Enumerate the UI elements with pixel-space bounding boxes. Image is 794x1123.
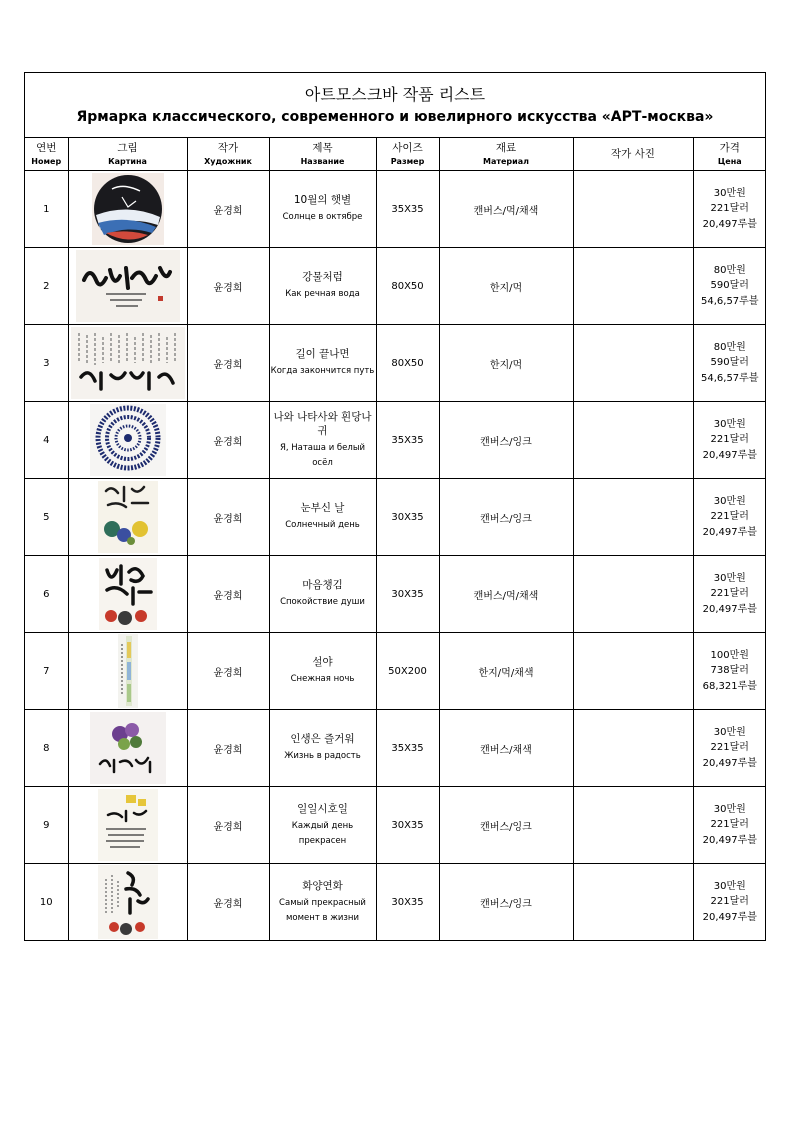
artist-name: 윤경희 [187,325,269,402]
artwork-size: 80X50 [376,248,439,325]
artwork-thumbnail [118,634,138,708]
artwork-thumbnail [92,173,164,245]
artwork-material: 캔버스/먹/채색 [439,171,573,248]
table-row [25,479,766,556]
artwork-material: 한지/먹 [439,325,573,402]
row-number: 1 [25,171,68,248]
artwork-title: 10월의 햇별 Солнце в октябре [269,171,376,248]
column-header-price: 가격 Цена [693,138,766,171]
column-header-artist: 작가 Художник [187,138,269,171]
document-subtitle: Ярмарка классического, современного и ювелирного искусства «АРТ-москва» [76,109,714,125]
artwork-price: 30만원 221달러 20,497루블 [693,556,766,633]
artwork-size: 35X35 [376,402,439,479]
artwork-material: 캔버스/잉크 [439,787,573,864]
row-number: 9 [25,787,68,864]
row-number: 4 [25,402,68,479]
artwork-title: 마음챙김 Спокойствие души [269,556,376,633]
table-row [25,633,766,710]
artist-name: 윤경희 [187,556,269,633]
table-row [25,787,766,864]
artist-photo-cell [573,479,693,556]
table-row [25,710,766,787]
artist-photo-cell [573,556,693,633]
artist-photo-cell [573,325,693,402]
artwork-list-sheet [24,72,766,941]
artist-photo-cell [573,248,693,325]
artist-name: 윤경희 [187,787,269,864]
artwork-price: 30만원 221달러 20,497루블 [693,710,766,787]
table-row [25,864,766,941]
artwork-price: 80만원 590달러 54,6,57루블 [693,325,766,402]
artwork-title: 화양연화 Самый прекрасный момент в жизни [269,864,376,941]
artist-name: 윤경희 [187,479,269,556]
row-number: 3 [25,325,68,402]
row-number: 5 [25,479,68,556]
artwork-thumbnail [98,789,158,861]
table-row [25,556,766,633]
column-header-artist-photo: 작가 사진 [573,138,693,171]
artwork-material: 캔버스/잉크 [439,402,573,479]
artwork-thumbnail [76,250,180,322]
artwork-thumbnail [98,865,158,939]
row-number: 7 [25,633,68,710]
artwork-price: 80만원 590달러 54,6,57루블 [693,248,766,325]
artist-name: 윤경희 [187,248,269,325]
artwork-thumbnail [99,558,157,630]
artwork-price: 30만원 221달러 20,497루블 [693,864,766,941]
artist-photo-cell [573,633,693,710]
table-row [25,248,766,325]
table-row [25,402,766,479]
artwork-thumbnail [90,712,166,784]
artwork-size: 30X35 [376,787,439,864]
artwork-title: 인생은 즐거워 Жизнь в радость [269,710,376,787]
artist-name: 윤경희 [187,710,269,787]
artwork-price: 30만원 221달러 20,497루블 [693,787,766,864]
artwork-thumbnail [98,481,158,553]
column-header-picture: 그림 Картина [68,138,187,171]
artwork-price: 30만원 221달러 20,497루블 [693,479,766,556]
artwork-material: 캔버스/채색 [439,710,573,787]
document-header [25,73,765,138]
artist-photo-cell [573,710,693,787]
artwork-title: 강물처럼 Как речная вода [269,248,376,325]
column-header-material: 재료 Материал [439,138,573,171]
artwork-size: 30X35 [376,556,439,633]
artwork-material: 캔버스/잉크 [439,864,573,941]
artist-name: 윤경희 [187,864,269,941]
artwork-title: 일일시호일 Каждый день прекрасен [269,787,376,864]
artwork-thumbnail [71,327,185,399]
artwork-size: 30X35 [376,479,439,556]
artwork-size: 50X200 [376,633,439,710]
artwork-size: 35X35 [376,171,439,248]
row-number: 2 [25,248,68,325]
column-header-number: 연번 Номер [25,138,68,171]
artwork-title: 나와 나타사와 흰당나귀 Я, Наташа и белый осёл [269,402,376,479]
artist-photo-cell [573,864,693,941]
row-number: 8 [25,710,68,787]
column-header-size: 사이즈 Размер [376,138,439,171]
artwork-title: 눈부신 날 Солнечный день [269,479,376,556]
artwork-material: 한지/먹 [439,248,573,325]
table-row [25,171,766,248]
artwork-material: 캔버스/먹/채색 [439,556,573,633]
artist-photo-cell [573,402,693,479]
row-number: 6 [25,556,68,633]
artwork-price: 100만원 738달러 68,321루블 [693,633,766,710]
artist-name: 윤경희 [187,402,269,479]
artwork-title: 설야 Снежная ночь [269,633,376,710]
artist-name: 윤경희 [187,633,269,710]
artist-name: 윤경희 [187,171,269,248]
column-header-title: 제목 Название [269,138,376,171]
artwork-title: 길이 끝나면 Когда закончится путь [269,325,376,402]
artwork-table [25,138,766,940]
table-header-row [25,138,766,171]
artwork-size: 30X35 [376,864,439,941]
document-title: 아트모스크바 작품 리스트 [304,85,486,104]
table-row [25,325,766,402]
artwork-material: 캔버스/잉크 [439,479,573,556]
artist-photo-cell [573,171,693,248]
artwork-price: 30만원 221달러 20,497루블 [693,402,766,479]
row-number: 10 [25,864,68,941]
artwork-material: 한지/먹/채색 [439,633,573,710]
artwork-price: 30만원 221달러 20,497루블 [693,171,766,248]
artist-photo-cell [573,787,693,864]
artwork-thumbnail [90,404,166,476]
artwork-size: 80X50 [376,325,439,402]
artwork-size: 35X35 [376,710,439,787]
